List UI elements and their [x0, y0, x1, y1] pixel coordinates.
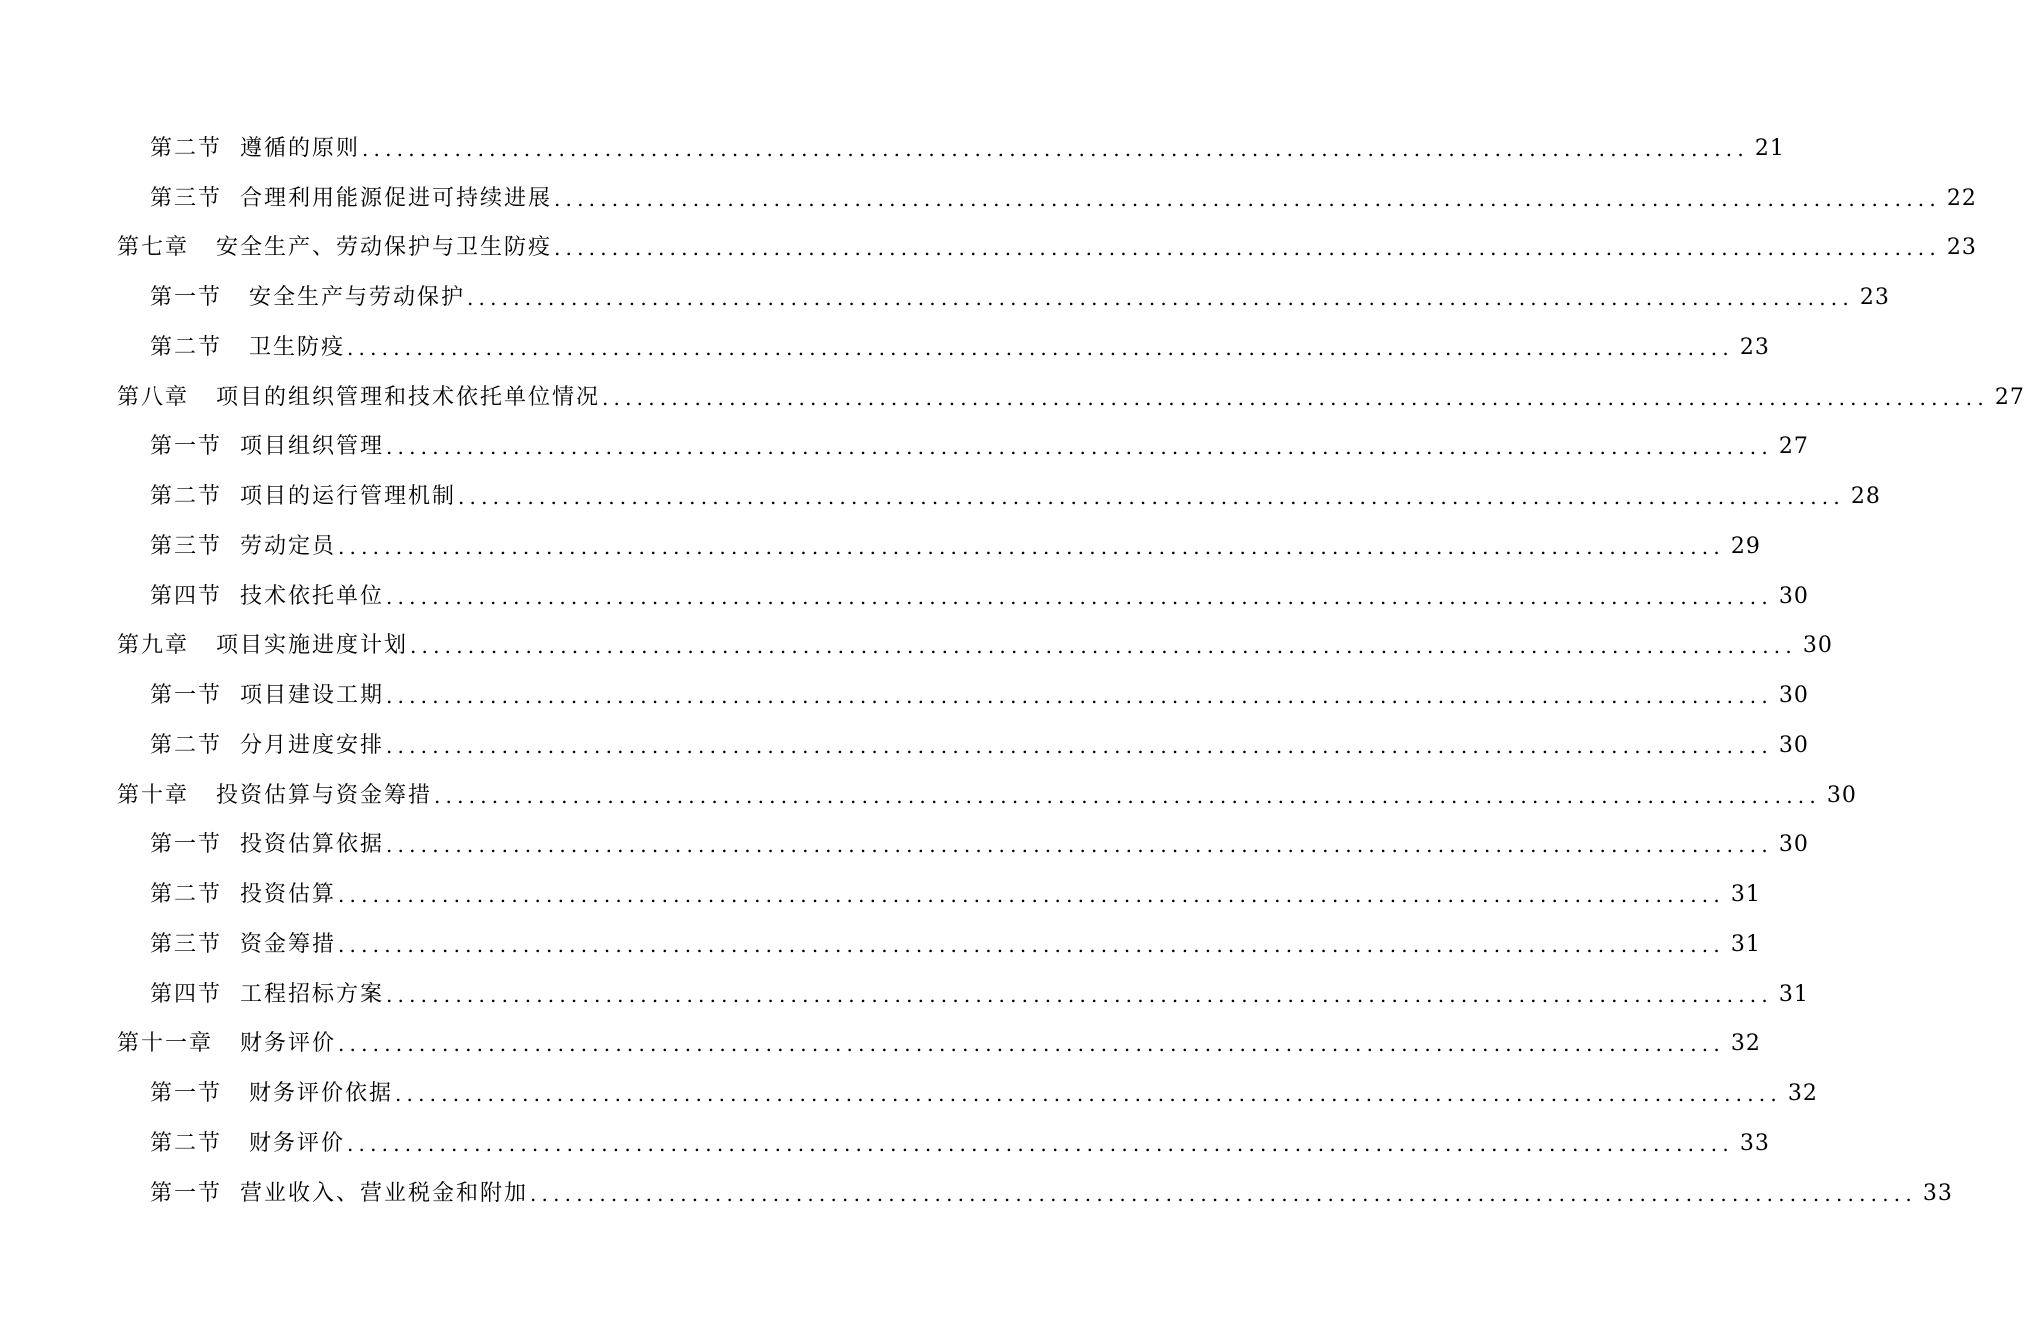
toc-entry[interactable] — [0, 273, 1890, 323]
toc-entry-label: 第三节 合理利用能源促进可持续进展 — [150, 185, 552, 211]
toc-entry-label: 第二节 投资估算 — [150, 882, 336, 908]
toc-entry-page: 30 — [1778, 732, 1809, 758]
toc-dot-leader: ........................................................................................................................ — [601, 385, 1989, 410]
toc-chapter-entry[interactable] — [0, 1020, 1761, 1070]
toc-entry[interactable] — [0, 870, 1761, 920]
toc-entry-label: 第一节 安全生产与劳动保护 — [150, 285, 465, 311]
toc-entry-label: 第二节 分月进度安排 — [150, 732, 384, 758]
toc-entry-page: 27 — [1778, 434, 1809, 460]
toc-entry-label: 第二节 遵循的原则 — [150, 135, 360, 161]
toc-entry[interactable] — [0, 522, 1761, 572]
toc-dot-leader: ........................................................................................................................ — [346, 335, 1734, 360]
toc-dot-leader: ........................................................................................................................ — [433, 783, 1821, 808]
toc-entry-page: 30 — [1826, 782, 1857, 808]
toc-dot-leader: ........................................................................................................................ — [386, 833, 1773, 858]
toc-dot-leader: ........................................................................................................................ — [338, 534, 1725, 559]
toc-entry-page: 31 — [1730, 931, 1761, 957]
toc-dot-leader: ........................................................................................................................ — [386, 684, 1773, 709]
toc-entry[interactable] — [0, 970, 1809, 1020]
toc-entry-label: 第一节 投资估算依据 — [150, 832, 384, 858]
toc-chapter-entry[interactable] — [0, 622, 1833, 672]
toc-entry-page: 30 — [1778, 683, 1809, 709]
toc-entry[interactable] — [0, 423, 1809, 473]
toc-entry-label: 第三节 资金筹措 — [150, 931, 336, 957]
toc-dot-leader: ........................................................................................................................ — [466, 286, 1854, 311]
toc-entry-page: 28 — [1850, 484, 1881, 510]
toc-entry-page: 22 — [1946, 185, 1977, 211]
toc-entry[interactable] — [0, 1069, 1818, 1119]
toc-entry[interactable] — [0, 1169, 1953, 1219]
toc-entry[interactable] — [0, 472, 1881, 522]
toc-entry[interactable] — [0, 671, 1809, 721]
toc-chapter-entry[interactable] — [0, 373, 2025, 423]
toc-entry-page: 33 — [1739, 1130, 1770, 1156]
toc-entry[interactable] — [0, 821, 1809, 871]
toc-entry[interactable] — [0, 323, 1770, 373]
toc-chapter-entry[interactable] — [0, 224, 1977, 274]
toc-chapter-entry[interactable] — [0, 771, 1857, 821]
toc-entry-page: 23 — [1739, 334, 1770, 360]
toc-entry-label: 第一节 财务评价依据 — [150, 1081, 393, 1107]
toc-dot-leader: ........................................................................................................................ — [530, 1181, 1917, 1206]
toc-dot-leader: ........................................................................................................................ — [394, 1082, 1782, 1107]
toc-entry-page: 31 — [1778, 981, 1809, 1007]
toc-entry-label: 第一节 项目组织管理 — [150, 434, 384, 460]
toc-entry-label: 第八章 项目的组织管理和技术依托单位情况 — [117, 384, 600, 410]
toc-dot-leader: ........................................................................................................................ — [386, 435, 1773, 460]
toc-dot-leader: ........................................................................................................................ — [409, 634, 1797, 659]
toc-dot-leader: ........................................................................................................................ — [337, 1032, 1725, 1057]
toc-entry-label: 第四节 技术依托单位 — [150, 583, 384, 609]
toc-dot-leader: ........................................................................................................................ — [346, 1131, 1734, 1156]
toc-entry-page: 30 — [1778, 583, 1809, 609]
toc-entry-label: 第四节 工程招标方案 — [150, 981, 384, 1007]
toc-entry-page: 21 — [1754, 135, 1785, 161]
toc-dot-leader: ........................................................................................................................ — [386, 584, 1773, 609]
toc-entry-label: 第一节 营业收入、营业税金和附加 — [150, 1180, 528, 1206]
toc-dot-leader: ........................................................................................................................ — [554, 186, 1941, 211]
toc-entry-page: 27 — [1994, 384, 2025, 410]
toc-entry-page: 30 — [1778, 832, 1809, 858]
toc-entry-label: 第二节 卫生防疫 — [150, 334, 345, 360]
toc-entry-page: 32 — [1730, 1031, 1761, 1057]
toc-dot-leader: ........................................................................................................................ — [338, 932, 1725, 957]
toc-entry[interactable] — [0, 721, 1809, 771]
toc-dot-leader: ........................................................................................................................ — [386, 982, 1773, 1007]
toc-entry-page: 33 — [1922, 1180, 1953, 1206]
toc-entry-label: 第二节 财务评价 — [150, 1130, 345, 1156]
toc-entry-label: 第七章 安全生产、劳动保护与卫生防疫 — [117, 235, 552, 261]
toc-entry[interactable] — [0, 174, 1977, 224]
toc-entry-page: 23 — [1946, 235, 1977, 261]
toc-entry-label: 第九章 项目实施进度计划 — [117, 633, 408, 659]
toc-entry-page: 23 — [1859, 285, 1890, 311]
toc-entry-page: 30 — [1802, 633, 1833, 659]
toc-entry-label: 第二节 项目的运行管理机制 — [150, 484, 456, 510]
toc-entry-label: 第十一章 财务评价 — [117, 1031, 336, 1057]
toc-dot-leader: ........................................................................................................................ — [553, 236, 1941, 261]
toc-entry-label: 第三节 劳动定员 — [150, 533, 336, 559]
toc-dot-leader: ........................................................................................................................ — [338, 883, 1725, 908]
toc-dot-leader: ........................................................................................................................ — [458, 485, 1845, 510]
toc-entry[interactable] — [0, 124, 1785, 174]
table-of-contents — [0, 124, 2025, 1219]
toc-entry-page: 31 — [1730, 882, 1761, 908]
toc-entry-label: 第一节 项目建设工期 — [150, 683, 384, 709]
toc-dot-leader: ........................................................................................................................ — [386, 733, 1773, 758]
toc-entry[interactable] — [0, 572, 1809, 622]
toc-entry[interactable] — [0, 920, 1761, 970]
toc-entry[interactable] — [0, 1119, 1770, 1169]
toc-entry-label: 第十章 投资估算与资金筹措 — [117, 782, 432, 808]
toc-entry-page: 32 — [1787, 1081, 1818, 1107]
toc-dot-leader: ........................................................................................................................ — [362, 136, 1749, 161]
toc-entry-page: 29 — [1730, 533, 1761, 559]
